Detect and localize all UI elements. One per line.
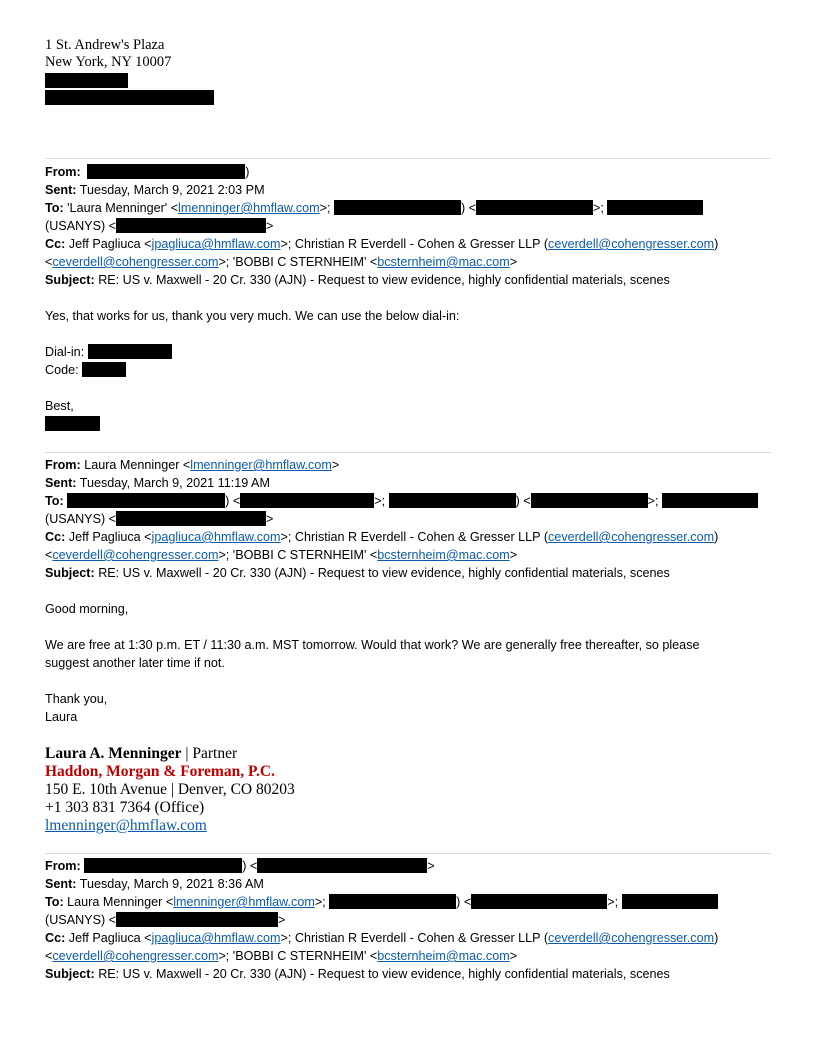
- cc-text: Jeff Pagliuca <: [68, 237, 152, 251]
- redaction-bar: [329, 894, 456, 909]
- email-message-1: [45, 163, 771, 433]
- redaction-bar: [116, 912, 278, 927]
- redaction-bar: [334, 200, 461, 215]
- redaction-bar: [116, 511, 266, 526]
- to-sep: ) <: [460, 201, 477, 215]
- signature-name-row: [45, 745, 771, 763]
- signature-email-link[interactable]: lmenninger@hmflaw.com: [45, 817, 207, 834]
- email-link[interactable]: bcsternheim@mac.com: [377, 548, 510, 562]
- email3-subject-row: [45, 965, 771, 983]
- to-sep: >;: [314, 895, 330, 909]
- to-sep: >;: [607, 895, 622, 909]
- redaction-bar: [531, 493, 648, 508]
- to-label: To:: [45, 494, 64, 508]
- email1-body: Yes, that works for us, thank you very much. We can use the below dial-in:: [45, 309, 460, 323]
- email3-from-row: [45, 857, 771, 875]
- body-line-1: We are free at 1:30 p.m. ET / 11:30 a.m. MST tomorrow. Would that work? We are generally free thereafter, so please: [45, 638, 700, 652]
- email-link[interactable]: ceverdell@cohengresser.com: [548, 931, 715, 945]
- from-end: >: [331, 458, 340, 472]
- email3-cc-row-2: [45, 947, 771, 965]
- address-block: [45, 37, 771, 105]
- email-link[interactable]: jpagliuca@hmflaw.com: [151, 237, 281, 251]
- divider: [45, 853, 771, 854]
- redaction-bar: [82, 362, 126, 377]
- redaction-bar: [622, 894, 718, 909]
- signature-title: | Partner: [181, 745, 238, 762]
- dialin-row: [45, 343, 771, 361]
- cc-text: <: [45, 548, 53, 562]
- to-line2: (USANYS) <: [45, 512, 117, 526]
- to-name: Laura Menninger <: [67, 895, 174, 909]
- cc-text: >; 'BOBBI C STERNHEIM' <: [218, 255, 378, 269]
- subject-label: Subject:: [45, 273, 95, 287]
- cc-text: <: [45, 255, 53, 269]
- sent-label: Sent:: [45, 476, 77, 490]
- subject-text: RE: US v. Maxwell - 20 Cr. 330 (AJN) - Request to view evidence, highly confidential materials, scenes: [98, 273, 670, 287]
- from-label: From:: [45, 165, 81, 179]
- redaction-bar: [45, 73, 128, 88]
- from-label: From:: [45, 458, 81, 472]
- to-line2: (USANYS) <: [45, 913, 117, 927]
- signature-address: 150 E. 10th Avenue | Denver, CO 80203: [45, 781, 295, 798]
- cc-label: Cc:: [45, 530, 66, 544]
- sent-date: Tuesday, March 9, 2021 8:36 AM: [79, 877, 264, 891]
- to-sep: >;: [647, 494, 662, 508]
- email-link[interactable]: ceverdell@cohengresser.com: [548, 237, 715, 251]
- redaction-bar: [45, 416, 100, 431]
- email-link[interactable]: jpagliuca@hmflaw.com: [151, 530, 281, 544]
- email1-cc-row-2: [45, 253, 771, 271]
- sent-label: Sent:: [45, 183, 77, 197]
- to-line2-end: >: [278, 913, 286, 927]
- sent-label: Sent:: [45, 877, 77, 891]
- body-line-2: suggest another later time if not.: [45, 656, 225, 670]
- redaction-bar: [476, 200, 593, 215]
- signature-block: [45, 745, 771, 835]
- subject-text: RE: US v. Maxwell - 20 Cr. 330 (AJN) - Request to view evidence, highly confidential materials, scenes: [98, 967, 670, 981]
- from-label: From:: [45, 859, 81, 873]
- email3-to-row-2: [45, 911, 771, 929]
- dialin-label: Dial-in:: [45, 345, 88, 359]
- redaction-bar: [116, 218, 266, 233]
- signature-phone: +1 303 831 7364 (Office): [45, 799, 205, 816]
- email-link[interactable]: ceverdell@cohengresser.com: [548, 530, 715, 544]
- divider: [45, 452, 771, 453]
- email-link[interactable]: ceverdell@cohengresser.com: [52, 949, 219, 963]
- from-end: >: [427, 859, 435, 873]
- redaction-bar: [45, 90, 214, 105]
- email3-sent-row: [45, 875, 771, 893]
- email1-subject-row: [45, 271, 771, 289]
- closing-name: Laura: [45, 710, 78, 724]
- code-label: Code:: [45, 363, 83, 377]
- address-line-2: New York, NY 10007: [45, 54, 172, 70]
- from-name: Laura Menninger <: [84, 458, 191, 472]
- sent-date: Tuesday, March 9, 2021 2:03 PM: [79, 183, 265, 197]
- email-link[interactable]: ceverdell@cohengresser.com: [52, 255, 219, 269]
- email3-to-row: [45, 893, 771, 911]
- cc-text: >: [509, 548, 518, 562]
- cc-label: Cc:: [45, 931, 66, 945]
- email2-subject-row: [45, 564, 771, 582]
- redaction-bar: [607, 200, 703, 215]
- cc-text: >; Christian R Everdell - Cohen & Gresser LLP (: [280, 237, 549, 251]
- cc-text: >: [509, 949, 518, 963]
- cc-label: Cc:: [45, 237, 66, 251]
- signature-name: Laura A. Menninger: [45, 745, 182, 762]
- to-sep: >;: [593, 201, 608, 215]
- email-message-2: [45, 456, 771, 726]
- email-link[interactable]: lmenninger@hmflaw.com: [173, 895, 315, 909]
- signature-firm: Haddon, Morgan & Foreman, P.C.: [45, 763, 275, 780]
- redaction-bar: [84, 858, 242, 873]
- email2-to-row-2: [45, 510, 771, 528]
- cc-text: ): [714, 530, 719, 544]
- cc-text: >; 'BOBBI C STERNHEIM' <: [218, 949, 378, 963]
- code-row: [45, 361, 771, 379]
- signoff-row: [45, 415, 771, 433]
- email1-to-row-2: [45, 217, 771, 235]
- redaction-bar: [67, 493, 225, 508]
- cc-text: <: [45, 949, 53, 963]
- to-line2: (USANYS) <: [45, 219, 117, 233]
- email2-sent-row: [45, 474, 771, 492]
- email2-to-row: [45, 492, 771, 510]
- cc-text: Jeff Pagliuca <: [68, 530, 152, 544]
- cc-text: >; 'BOBBI C STERNHEIM' <: [218, 548, 378, 562]
- redaction-bar: [662, 493, 758, 508]
- redaction-bar: [87, 164, 245, 179]
- email3-cc-row: [45, 929, 771, 947]
- redaction-bar: [389, 493, 516, 508]
- subject-label: Subject:: [45, 566, 95, 580]
- email2-cc-row-2: [45, 546, 771, 564]
- to-name: 'Laura Menninger' <: [67, 201, 179, 215]
- subject-label: Subject:: [45, 967, 95, 981]
- to-sep: ) <: [515, 494, 531, 508]
- email-link[interactable]: ceverdell@cohengresser.com: [52, 548, 219, 562]
- to-sep: >;: [374, 494, 389, 508]
- redaction-bar: [257, 858, 427, 873]
- email1-to-row: [45, 199, 771, 217]
- to-label: To:: [45, 201, 64, 215]
- cc-text: >; Christian R Everdell - Cohen & Gresser LLP (: [280, 530, 549, 544]
- cc-text: ): [714, 237, 719, 251]
- email-link[interactable]: bcsternheim@mac.com: [377, 949, 510, 963]
- from-tail: ): [245, 165, 250, 179]
- to-sep: ) <: [456, 895, 472, 909]
- to-line2-end: >: [266, 512, 274, 526]
- to-line2-end: >: [266, 219, 274, 233]
- to-label: To:: [45, 895, 64, 909]
- closing: Best,: [45, 399, 74, 413]
- cc-text: Jeff Pagliuca <: [68, 931, 152, 945]
- greeting: Good morning,: [45, 602, 129, 616]
- redaction-bar: [88, 344, 172, 359]
- divider: [45, 158, 771, 159]
- email-link[interactable]: bcsternheim@mac.com: [377, 255, 510, 269]
- email-link[interactable]: jpagliuca@hmflaw.com: [151, 931, 281, 945]
- to-sep: ) <: [225, 494, 241, 508]
- email-message-3: [45, 857, 771, 983]
- cc-text: >; Christian R Everdell - Cohen & Gresser LLP (: [280, 931, 549, 945]
- redaction-bar: [240, 493, 374, 508]
- cc-text: ): [714, 931, 719, 945]
- email2-from-row: [45, 456, 771, 474]
- email1-sent-row: [45, 181, 771, 199]
- email-link[interactable]: lmenninger@hmflaw.com: [178, 201, 320, 215]
- closing: Thank you,: [45, 692, 108, 706]
- cc-text: >: [509, 255, 518, 269]
- address-line-1: 1 St. Andrew's Plaza: [45, 37, 165, 53]
- email2-cc-row: [45, 528, 771, 546]
- email-link[interactable]: lmenninger@hmflaw.com: [190, 458, 332, 472]
- redaction-bar: [471, 894, 607, 909]
- subject-text: RE: US v. Maxwell - 20 Cr. 330 (AJN) - Request to view evidence, highly confidential materials, scenes: [98, 566, 670, 580]
- email1-cc-row: [45, 235, 771, 253]
- email1-from-row: [45, 163, 771, 181]
- to-sep: >;: [319, 201, 334, 215]
- sent-date: Tuesday, March 9, 2021 11:19 AM: [79, 476, 270, 490]
- from-sep: ) <: [242, 859, 258, 873]
